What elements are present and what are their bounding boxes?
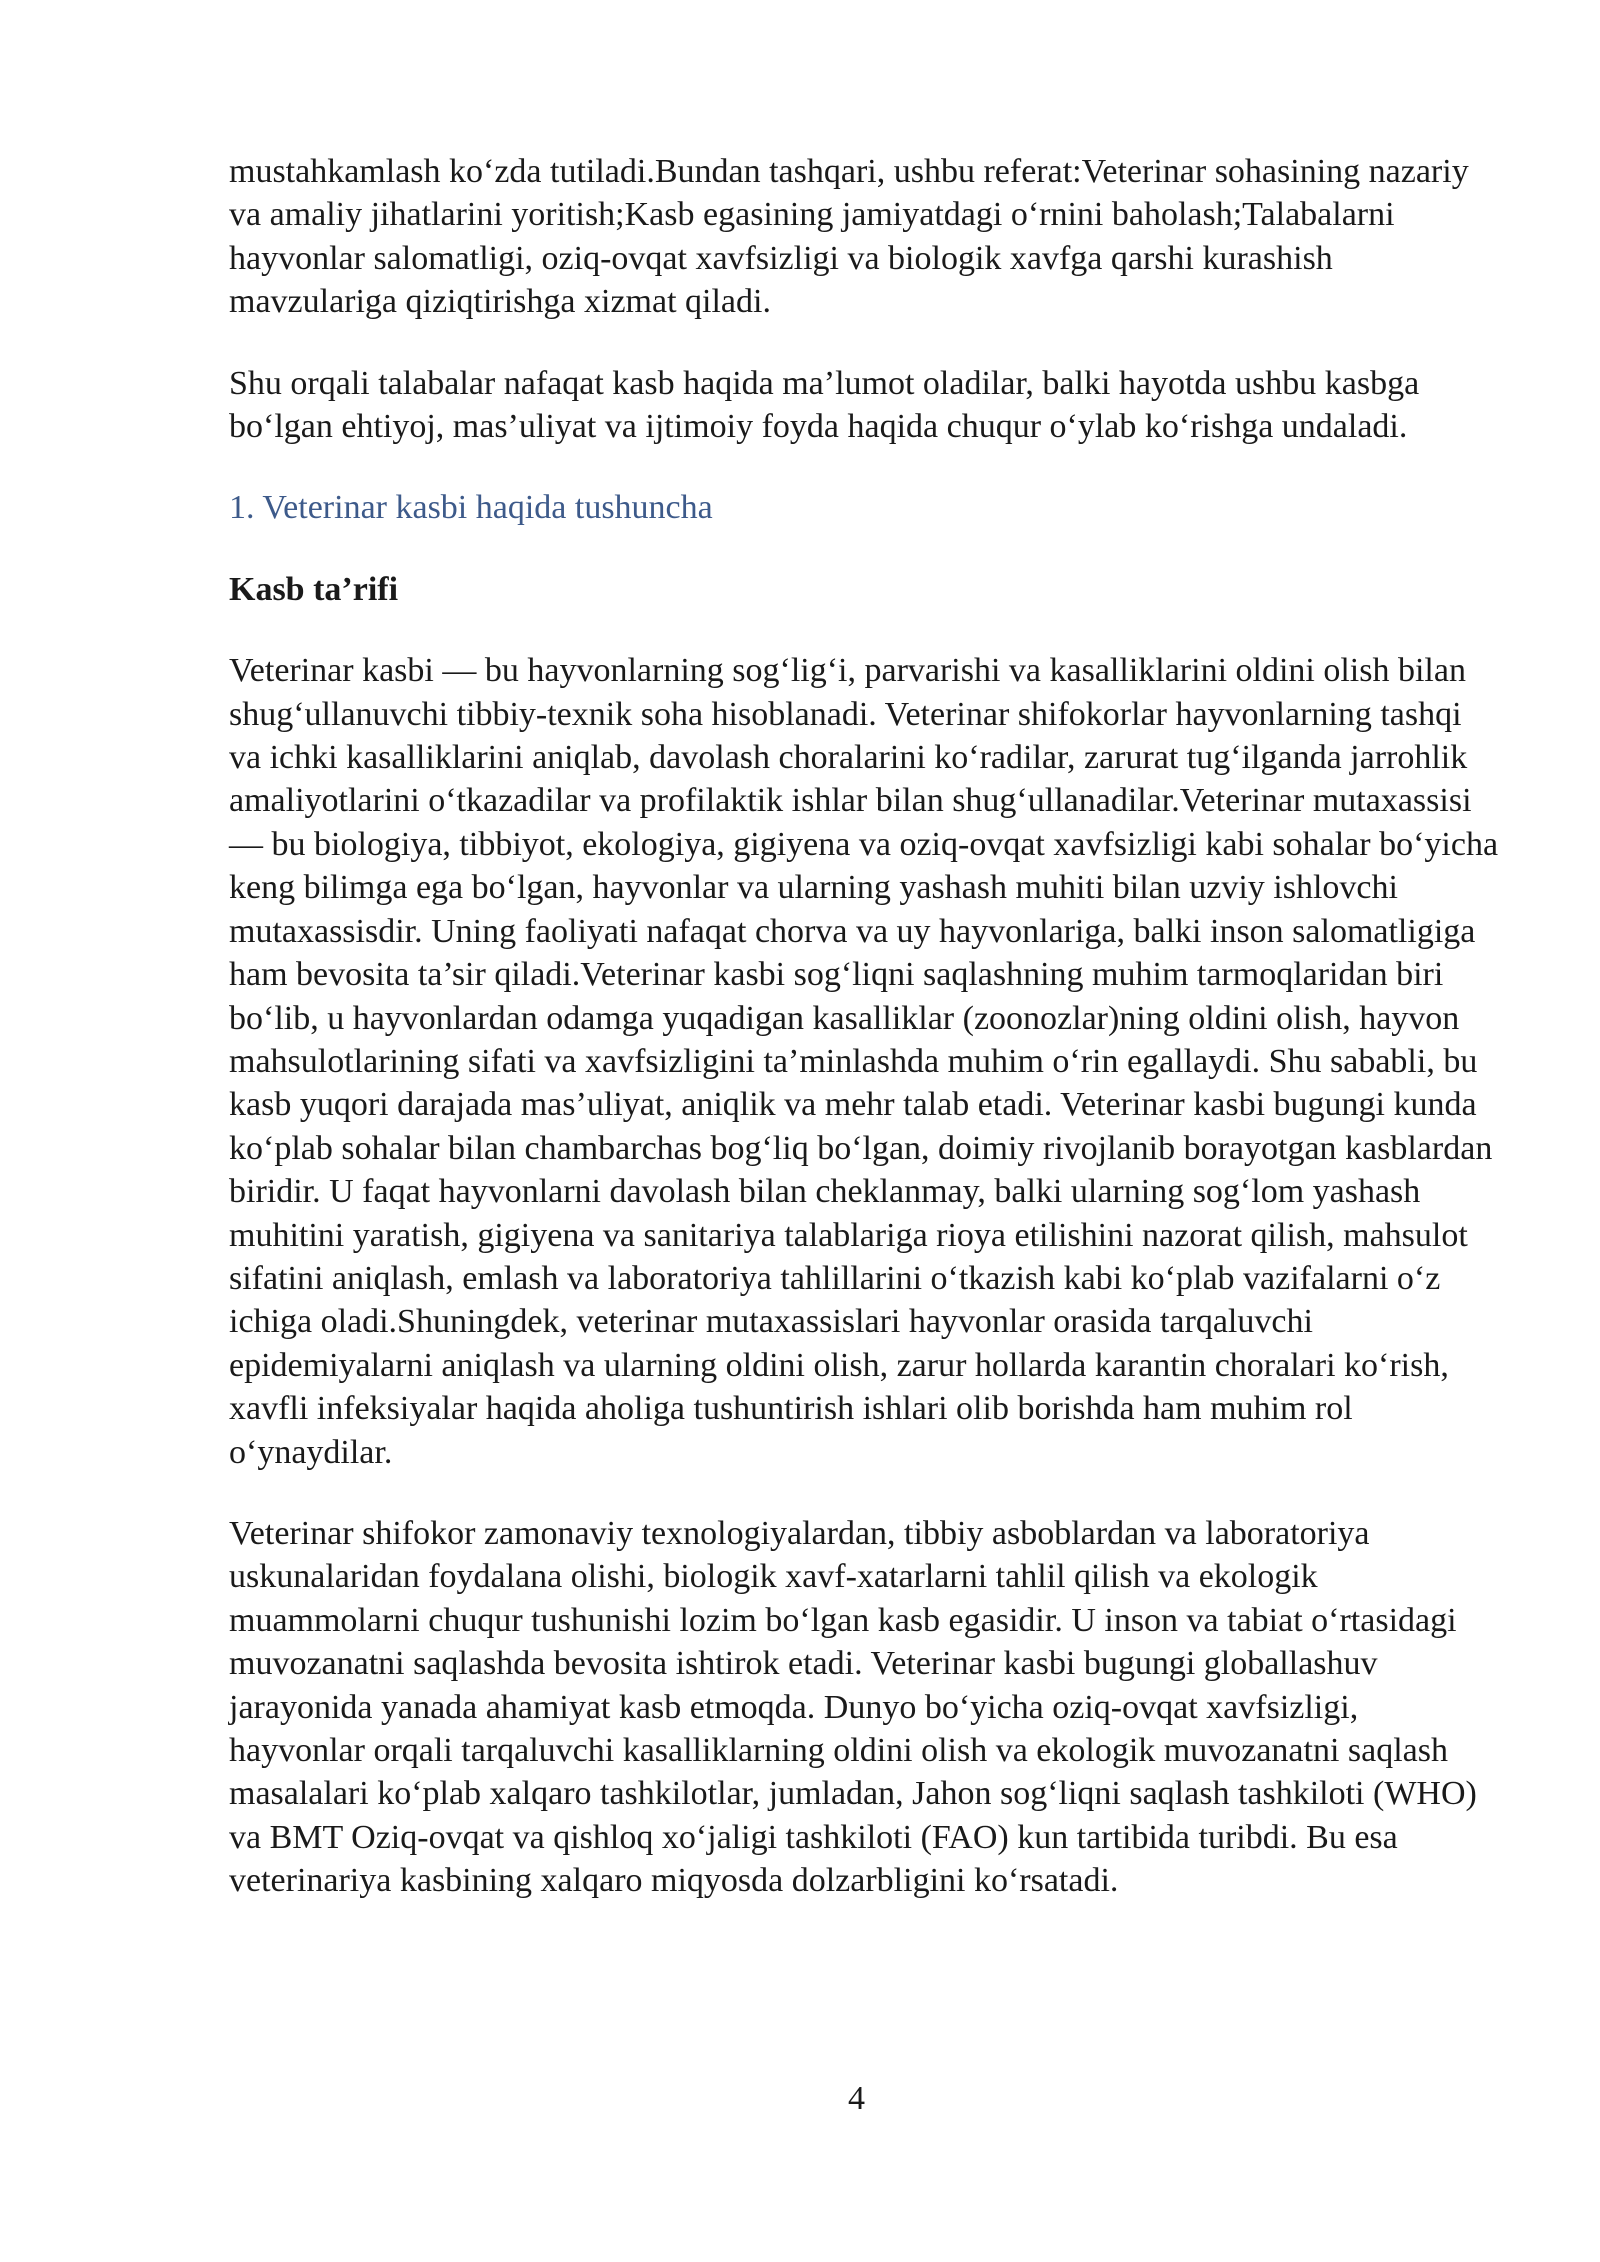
subheading: Kasb ta’rifi [229,570,399,608]
page-number: 4 [848,2080,865,2117]
section-heading: 1. Veterinar kasbi haqida tushuncha [229,489,713,527]
paragraph-definition: Veterinar kasbi — bu hayvonlarning sog‘lig‘i, parvarishi va kasalliklarini oldini olish bilan shug‘ullanuvchi tibbiy-texnik soha hisoblanadi. Veterinar shifokorlar hayvonlarning tashqi va ichki kasalliklarini aniqlab, davolash choralarini ko‘radilar, zarurat tug‘ilganda jarrohlik amaliyotlarini o‘tkazadilar va profilaktik ishlar bilan shug‘ullanadilar.Veterinar mutaxassisi — bu biologiya, tibbiyot, ekologiya, gigiyena va oziq-ovqat xavfsizligi kabi sohalar bo‘yicha keng bilimga ega bo‘lgan, hayvonlar va ularning yashash muhiti bilan uzviy ishlovchi mutaxassisdir. Uning faoliyati nafaqat chorva va uy hayvonlariga, balki inson salomatligiga ham bevosita ta’sir qiladi.Veterinar kasbi sog‘liqni saqlashning muhim tarmoqlaridan biri bo‘lib, u hayvonlardan odamga yuqadigan kasalliklar (zoonozlar)ning oldini olish, hayvon mahsulotlarining sifati va xavfsizligini ta’minlashda muhim o‘rin egallaydi. Shu sababli, bu kasb yuqori darajada mas’uliyat, aniqlik va mehr talab etadi. Veterinar kasbi bugungi kunda ko‘plab sohalar bilan chambarchas bog‘liq bo‘lgan, doimiy rivojlanib borayotgan kasblardan biridir. U faqat hayvonlarni davolash bilan cheklanmay, balki ularning sog‘lom yashash muhitini yaratish, gigiyena va sanitariya talablariga rioya etilishini nazorat qilish, mahsulot sifatini aniqlash, emlash va laboratoriya tahlillarini o‘tkazish kabi ko‘plab vazifalarni o‘z ichiga oladi.Shuningdek, veterinar mutaxassislari hayvonlar orasida tarqaluvchi epidemiyalarni aniqlash va ularning oldini olish, zarur hollarda karantin choralari ko‘rish, xavfli infeksiyalar haqida aholiga tushuntirish ishlari olib borishda ham muhim rol o‘ynaydilar. [229,652,1499,1471]
paragraph-modern-role: Veterinar shifokor zamonaviy texnologiyalardan, tibbiy asboblardan va laboratoriya uskunalaridan foydalana olishi, biologik xavf-xatarlarni tahlil qilish va ekologik muammolarni chuqur tushunishi lozim bo‘lgan kasb egasidir. U inson va tabiat o‘rtasidagi muvozanatni saqlashda bevosita ishtirok etadi. Veterinar kasbi bugungi globallashuv jarayonida yanada ahamiyat kasb etmoqda. Dunyo bo‘yicha oziq-ovqat xavfsizligi, hayvonlar orqali tarqaluvchi kasalliklarning oldini olish va ekologik muvozanatni saqlash masalalari ko‘plab xalqaro tashkilotlar, jumladan, Jahon sog‘liqni saqlash tashkiloti (WHO) va BMT Oziq-ovqat va qishloq xo‘jaligi tashkiloti (FAO) kun tartibida turibdi. Bu esa veterinariya kasbining xalqaro miqyosda dolzarbligini ko‘rsatadi. [229,1514,1477,1900]
paragraph-intro-continuation: mustahkamlash ko‘zda tutiladi.Bundan tashqari, ushbu referat:Veterinar sohasining nazariy va amaliy jihatlarini yoritish;Kasb egasining jamiyatdagi o‘rnini baholash;Talabalarni hayvonlar salomatligi, oziq-ovqat xavfsizligi va biologik xavfga qarshi kurashish mavzulariga qiziqtirishga xizmat qiladi. [229,153,1469,321]
page-content [229,150,1499,1941]
paragraph-intro-purpose: Shu orqali talabalar nafaqat kasb haqida ma’lumot oladilar, balki hayotda ushbu kasbga bo‘lgan ehtiyoj, mas’uliyat va ijtimoiy foyda haqida chuqur o‘ylab ko‘rishga undaladi. [229,364,1420,446]
